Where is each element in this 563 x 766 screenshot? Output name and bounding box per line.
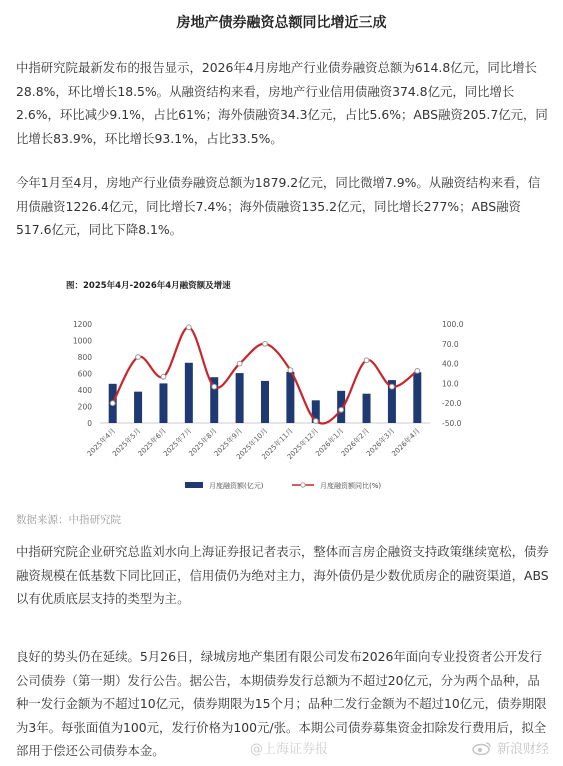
line-point-yoy	[364, 358, 369, 363]
y-right-tick-label: 10.0	[442, 379, 459, 389]
x-tick-label: 2025年9月	[212, 426, 245, 459]
watermark-text: 新浪财经	[496, 742, 549, 757]
bar-monthly-amount	[286, 372, 294, 423]
y-right-tick-label: -20.0	[442, 399, 462, 409]
y-left-tick-label: 200	[77, 402, 92, 412]
bar-monthly-amount	[185, 363, 193, 423]
watermark	[472, 738, 549, 757]
line-point-yoy	[212, 384, 217, 389]
x-tick-label: 2025年8月	[187, 426, 219, 459]
article-paragraph-1: 中指研究院最新发布的报告显示，2026年4月房地产行业债券融资总额为614.8亿元，同比增长28.8%，环比增长18.5%。从融资结构来看，房地产行业信用债融资374.8亿元，同比增长2.6%，环比减少9.1%，占比61%；海外债融资34.3亿元，占比5.6%；ABS融资205.7亿元，同比增长83.9%，环比增长93.1%，占比33.5%。	[16, 60, 548, 146]
x-tick-label: 2026年1月	[314, 426, 346, 459]
y-right-tick-label: -50.0	[442, 419, 462, 428]
line-point-yoy	[390, 384, 395, 389]
y-right-tick-label: 40.0	[442, 359, 459, 369]
x-tick-label: 2025年11月	[260, 426, 295, 462]
line-point-yoy	[110, 401, 115, 406]
watermark-mid: @上海证券报	[250, 742, 329, 757]
data-source: 数据来源：中指研究院	[16, 514, 121, 526]
y-right-tick-label: 100.0	[442, 320, 464, 329]
bar-monthly-amount	[236, 373, 244, 423]
y-left-tick-label: 400	[77, 386, 92, 395]
x-tick-label: 2025年6月	[136, 426, 168, 459]
line-point-yoy	[186, 325, 191, 330]
x-tick-label: 2026年3月	[365, 426, 397, 459]
x-tick-label: 2025年4月	[85, 426, 118, 459]
legend-swatch-bars	[185, 482, 203, 488]
weibo-icon	[472, 741, 492, 755]
article-paragraph-2: 今年1月至4月，房地产行业债券融资总额为1879.2亿元，同比微增7.9%。从融资结构来看，信用债融资1226.4亿元，同比增长7.4%；海外债融资135.2亿元，同比增长277%；ABS融资517.6亿元，同比下降8.1%。	[16, 175, 541, 237]
article-title: 房地产债券融资总额同比增近三成	[176, 15, 387, 31]
article-paragraph-3: 中指研究院企业研究总监刘水向上海证券报记者表示，整体而言房企融资支持政策继续宽松，债券融资规模在低基数下同比回正，信用债仍为绝对主力，海外债仍是少数优质房企的融资渠道，ABS以有优质底层支持的类型为主。	[16, 544, 549, 606]
y-left-tick-label: 0	[87, 419, 92, 428]
line-point-yoy	[339, 407, 344, 412]
bar-monthly-amount	[363, 394, 371, 423]
bar-monthly-amount	[261, 381, 269, 423]
x-tick-label: 2025年12月	[285, 426, 321, 462]
x-tick-label: 2026年4月	[390, 426, 422, 459]
legend-label-bars: 月度融资额(亿元)	[209, 482, 264, 490]
line-point-yoy	[288, 368, 293, 373]
x-tick-label: 2026年2月	[339, 426, 371, 459]
x-tick-label: 2025年7月	[161, 426, 194, 459]
financing-chart-svg	[60, 268, 480, 500]
y-left-tick-label: 1200	[72, 320, 92, 329]
y-left-tick-label: 600	[77, 369, 92, 379]
y-right-tick-label: 70.0	[442, 339, 459, 349]
line-point-yoy	[161, 374, 166, 379]
x-tick-label: 2025年10月	[234, 426, 270, 462]
line-point-yoy	[263, 341, 268, 346]
y-left-tick-label: 1000	[72, 336, 92, 346]
article-paragraph-4: 良好的势头仍在延续。5月26日，绿城房地产集团有限公司发布2026年面向专业投资者公开发行公司债券（第一期）发行公告。据公告，本期债券发行总额为不超过20亿元，分为两个品种，品种一发行金额为不超过10亿元，债券期限为15个月；品种二发行金额为不超过10亿元，债券期限为3年。每张面值为100元，发行价格为100元/张。本期公司债券募集资金扣除发行费用后，拟全部用于偿还公司债券本金。	[16, 649, 547, 758]
bar-monthly-amount	[159, 383, 167, 423]
bar-monthly-amount	[413, 372, 421, 423]
line-point-yoy	[313, 419, 318, 424]
line-point-yoy	[136, 355, 141, 360]
line-point-yoy	[237, 361, 242, 366]
y-left-tick-label: 800	[77, 353, 92, 362]
financing-chart	[60, 268, 480, 500]
bar-monthly-amount	[134, 392, 142, 423]
line-point-yoy	[415, 368, 420, 373]
x-tick-label: 2025年5月	[111, 426, 143, 459]
legend-label-line: 月度融资额同比(%)	[320, 482, 382, 490]
legend-swatch-line-point	[301, 483, 305, 487]
chart-title: 图：2025年4月-2026年4月融资额及增速	[66, 281, 231, 291]
